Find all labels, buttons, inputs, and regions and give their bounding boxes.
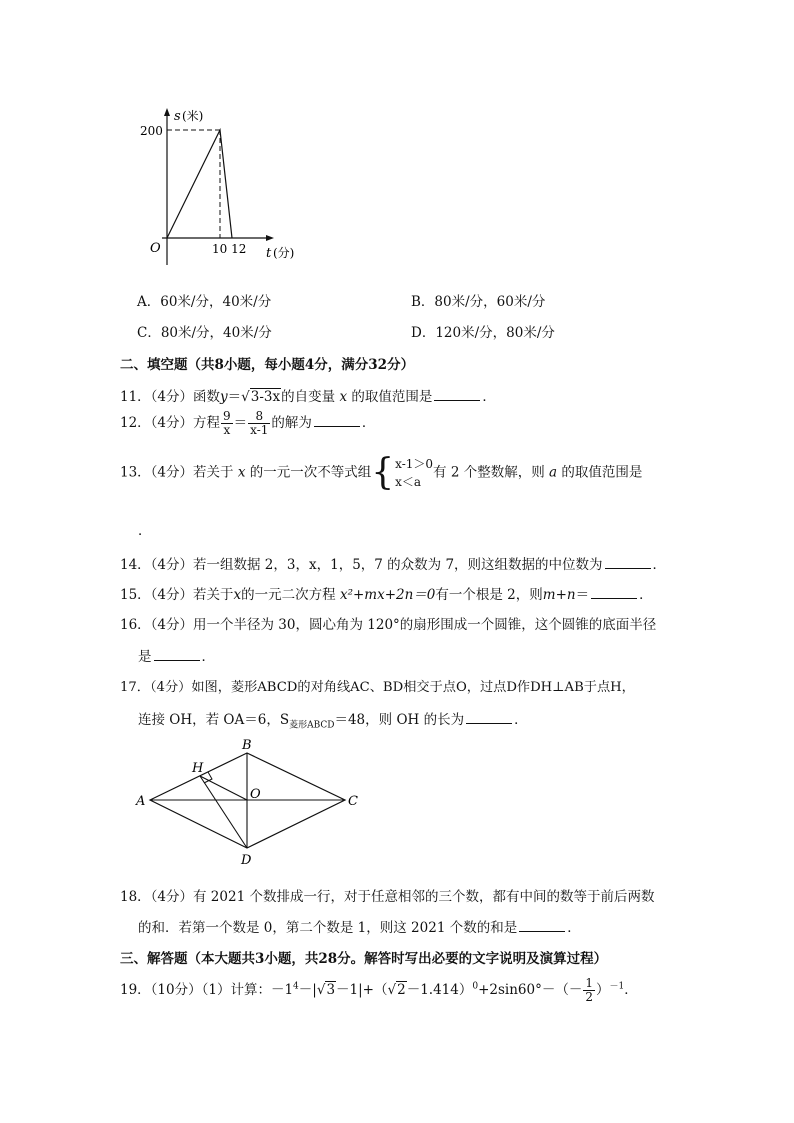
- answer-blank-15[interactable]: [591, 586, 637, 599]
- y-tick-200: 200: [140, 124, 163, 138]
- rhombus-figure: [130, 735, 370, 870]
- label-b: B: [242, 738, 252, 753]
- label-a: A: [136, 794, 146, 809]
- answer-blank-11[interactable]: [434, 388, 480, 401]
- answer-blank-14[interactable]: [605, 556, 651, 569]
- segment-dh: [200, 776, 247, 848]
- origin-label: O: [150, 241, 161, 256]
- option-d[interactable]: D．120米/分，80米/分: [411, 325, 555, 341]
- answer-blank-16[interactable]: [154, 648, 200, 661]
- option-b[interactable]: B．80米/分，60米/分: [411, 294, 546, 310]
- label-h: H: [192, 761, 204, 776]
- s-axis-unit: (米): [182, 109, 204, 123]
- question-14: 14．（4分）若一组数据 2，3，x，1，5，7 的众数为 7，则这组数据的中位数为 ．: [120, 557, 667, 573]
- answer-blank-12[interactable]: [314, 414, 360, 427]
- question-16-line2: 是 ．: [138, 649, 215, 665]
- option-a[interactable]: A．60米/分，40米/分: [137, 294, 272, 310]
- t-axis-unit: (分): [273, 246, 295, 260]
- question-12: 12．（4分）方程 $\frac{9}{x}$ ＝ $\frac{8}{x-1}$ 的解为 ．: [120, 409, 376, 437]
- segment-oh: [200, 776, 247, 800]
- question-16-line1: 16．（4分）用一个半径为 30，圆心角为 120°的扇形围成一个圆锥，这个圆锥的底面半径: [120, 617, 657, 633]
- label-o: O: [250, 787, 261, 802]
- option-c[interactable]: C．80米/分，40米/分: [137, 325, 272, 341]
- question-15: 15．（4分）若关于x的一元二次方程 x²+mx+2n＝0有一个根是 2，则m+n＝ ．: [120, 587, 653, 603]
- question-13: 13．（4分）若关于 x 的一元一次不等式组{x-1＞0 x＜a有 2 个整数解，则 a 的取值范围是: [120, 452, 643, 493]
- section2-title: 二、填空题（共8小题，每小题4分，满分32分）: [120, 357, 415, 373]
- question-17-line2: 连接 OH，若 OA＝6，$S_{菱形ABCD}=48$，则 OH 的长为 ．: [138, 712, 528, 731]
- question-11: 11．（4分）函数y＝√3-3x的自变量 x 的取值范围是 ．: [120, 389, 496, 405]
- answer-blank-18[interactable]: [519, 919, 565, 932]
- x-ticks: 10 12: [212, 242, 247, 256]
- t-axis-label: t: [266, 246, 272, 261]
- label-c: C: [348, 794, 358, 809]
- question-13-dot: ．: [138, 523, 152, 539]
- label-d: D: [241, 853, 252, 868]
- question-17-line1: 17．（4分）如图，菱形ABCD的对角线AC、BD相交于点O，过点D作DH⊥AB于点H，: [120, 680, 635, 695]
- question-18-line1: 18．（4分）有 2021 个数排成一行，对于任意相邻的三个数，都有中间的数等于前后两数: [120, 889, 655, 905]
- distance-time-graph: [130, 100, 310, 275]
- question-19: 19．（10分）（1）计算：$-1^4-|√3-1|+(√2-1.414)^0+2\sin 60^\circ-(-$ $\frac{1}{2}$ ）$^{-1}$．: [120, 976, 638, 1004]
- answer-blank-17[interactable]: [466, 711, 512, 724]
- s-axis-arrow: [164, 108, 170, 116]
- question-18-line2: 的和．若第一个数是 0，第二个数是 1，则这 2021 个数的和是 ．: [138, 920, 581, 936]
- t-axis-arrow: [266, 235, 274, 241]
- s-axis-label: s: [174, 109, 181, 124]
- distance-line: [167, 130, 232, 238]
- section3-title: 三、解答题（本大题共3小题，共28分。解答时写出必要的文字说明及演算过程）: [120, 951, 608, 967]
